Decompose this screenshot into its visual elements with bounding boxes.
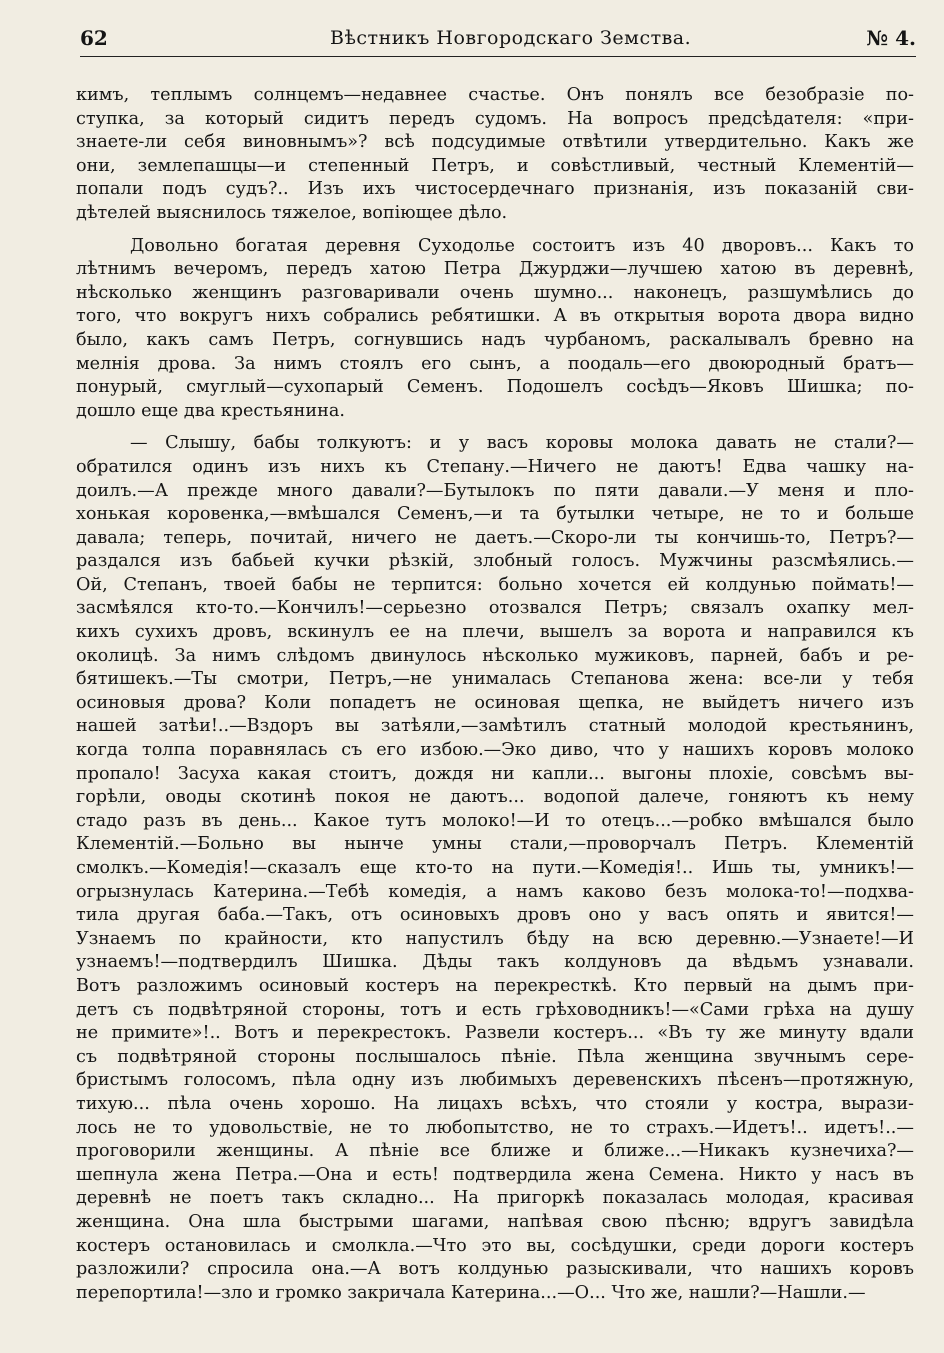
text-line: кихъ сухихъ дровъ, вскинулъ ее на плечи, вышелъ за ворота и направился къ	[76, 622, 914, 643]
text-line: бятишекъ.—Ты смотри, Петръ,—не унималась Степанова жена: все-ли у тебя	[76, 669, 914, 690]
page-number: 62	[80, 26, 108, 50]
paragraph	[76, 235, 914, 424]
text-line: кимъ, теплымъ солнцемъ—недавнее счастье. Онъ понялъ все безобразіе по-	[76, 85, 914, 105]
text-line: женщина. Она шла быстрыми шагами, напѣвая свою пѣсню; вдругъ завидѣла	[76, 1211, 914, 1232]
text-line: дошло еще два крестьянина.	[76, 400, 345, 421]
text-line: засмѣялся кто-то.—Кончилъ!—серьезно отозвался Петръ; связалъ охапку мел-	[76, 598, 914, 619]
text-line: когда толпа поравнялась съ его избою.—Эко диво, что у нашихъ коровъ молоко	[76, 740, 914, 761]
text-line: пропало! Засуха какая стоитъ, дождя ни капли... выгоны плохіе, совсѣмъ вы-	[76, 763, 914, 784]
text-line: доилъ.—А прежде много давали?—Бутылокъ по пяти давали.—У меня и пло-	[76, 480, 914, 501]
text-line: лось не то удовольствіе, не то любопытство, не то страхъ.—Идетъ!.. идетъ!..—	[76, 1117, 914, 1138]
text-line: шепнула жена Петра.—Она и есть! подтвердила жена Семена. Никто у насъ въ	[76, 1164, 914, 1185]
text-line: лѣтнимъ вечеромъ, передъ хатою Петра Джурджи—лучшею хатою въ деревнѣ,	[76, 259, 914, 280]
text-line: было, какъ самъ Петръ, согнувшись надъ чурбаномъ, раскалывалъ бревно на	[76, 329, 914, 350]
text-line: Узнаемъ по крайности, кто напустилъ бѣду на всю деревню.—Узнаете!—И	[76, 928, 914, 949]
text-line: давала; теперь, почитай, ничего не даетъ.—Скоро-ли ты кончишь-то, Петръ?—	[76, 527, 914, 548]
paragraph	[76, 84, 914, 226]
text-line: того, что вокругъ нихъ собрались ребятишки. А въ открытыя ворота двора видно	[76, 306, 914, 327]
text-line: осиновыя дрова? Коли попадетъ не осиновая щепка, не выйдетъ ничего изъ	[76, 692, 914, 713]
text-line: не примите»!.. Вотъ и перекрестокъ. Развели костеръ... «Въ ту же минуту вдали	[76, 1023, 914, 1044]
text-line: обратился одинъ изъ нихъ къ Степану.—Ничего не даютъ! Едва чашку на-	[76, 456, 914, 477]
text-line: бристымъ голосомъ, пѣла одну изъ любимыхъ деревенскихъ пѣсенъ—протяжную,	[76, 1070, 914, 1091]
text-line: нашей затѣи!..—Вздоръ вы затѣяли,—замѣтилъ статный молодой крестьянинъ,	[76, 716, 914, 737]
text-line: стадо разъ въ день... Какое тутъ молоко!—И то отецъ...—робко вмѣшался было	[76, 810, 914, 831]
text-line: хонькая коровенка,—вмѣшался Семенъ,—и та бутылки четыре, не то и больше	[76, 504, 914, 525]
text-line: знаете-ли себя виновнымъ»? всѣ подсудимые отвѣтили утвердительно. Какъ же	[76, 132, 914, 153]
text-line: смолкъ.—Комедія!—сказалъ еще кто-то на пути.—Комедія!.. Ишь ты, умникъ!—	[76, 858, 914, 878]
text-line: горѣли, оводы скотинѣ покоя не даютъ... водопой далече, гоняютъ къ нему	[76, 787, 914, 808]
page-header	[80, 26, 916, 57]
text-line: ступка, за который сидитъ передъ судомъ. На вопросъ предсѣдателя: «при-	[76, 108, 914, 129]
text-line: нѣсколько женщинъ разговаривали очень шумно... наконецъ, разшумѣлись до	[76, 282, 914, 303]
text-line: Ой, Степанъ, твоей бабы не терпится: больно хочется ей колдунью поймать!—	[76, 574, 914, 595]
text-line: костеръ остановилась и смолкла.—Что это вы, сосѣдушки, среди дороги костеръ	[76, 1235, 914, 1256]
text-line: перепортила!—зло и громко закричала Катерина...—О... Что же, нашли?—Нашли.—	[76, 1282, 866, 1303]
journal-title: Вѣстникъ Новгородскаго Земства.	[330, 27, 692, 49]
text-line: детъ съ подвѣтряной стороны, тотъ и есть грѣховодникъ!—«Сами грѣха на душу	[76, 999, 914, 1020]
text-line: они, землепашцы—и степенный Петръ, и совѣстливый, честный Клементій—	[76, 155, 914, 176]
text-line: Клементій.—Больно вы нынче умны стали,—проворчалъ Петръ. Клементій	[76, 834, 914, 855]
text-line: деревнѣ не поетъ такъ складно... На пригоркѣ показалась молодая, красивая	[76, 1188, 914, 1209]
text-line: проговорили женщины. А пѣніе все ближе и ближе...—Никакъ кузнечиха?—	[76, 1141, 914, 1162]
text-line: понурый, смуглый—сухопарый Семенъ. Подошелъ сосѣдъ—Яковъ Шишка; по-	[76, 377, 914, 398]
text-line: разложили? спросила она.—А вотъ колдунью разыскивали, что нашихъ коровъ	[76, 1259, 914, 1280]
text-line: мелнія дрова. За нимъ стоялъ его сынъ, а поодаль—его двоюродный братъ—	[76, 353, 914, 374]
text-line: попали подъ судъ?.. Изъ ихъ чистосердечнаго признанія, изъ показаній сви-	[76, 179, 914, 200]
paragraph	[76, 432, 914, 1305]
text-line: съ подвѣтряной стороны послышалось пѣніе. Пѣла женщина звучнымъ сере-	[76, 1046, 914, 1067]
text-line: раздался изъ бабьей кучки рѣзкій, злобный голосъ. Мужчины разсмѣялись.—	[76, 551, 914, 572]
issue-number: № 4.	[866, 26, 916, 50]
text-line: околицѣ. За нимъ слѣдомъ двинулось нѣсколько мужиковъ, парней, бабъ и ре-	[76, 645, 914, 666]
text-line: узнаемъ!—подтвердилъ Шишка. Дѣды такъ колдуновъ да вѣдьмъ узнавали.	[76, 952, 914, 973]
text-line: тила другая баба.—Такъ, отъ осиновыхъ дровъ оно у васъ опять и явится!—	[76, 905, 914, 926]
text-line: огрызнулась Катерина.—Тебѣ комедія, а намъ каково безъ молока-то!—подхва-	[76, 881, 914, 902]
text-line: тихую... пѣла очень хорошо. На лицахъ всѣхъ, что стояли у костра, вырази-	[76, 1093, 914, 1114]
text-line: — Слышу, бабы толкуютъ: и у васъ коровы молока давать не стали?—	[130, 433, 914, 454]
text-line: дѣтелей выяснилось тяжелое, вопіющее дѣло.	[76, 202, 508, 223]
article-body	[76, 84, 914, 1314]
text-line: Вотъ разложимъ осиновый костеръ на перекресткѣ. Кто первый на дымъ при-	[76, 975, 914, 996]
text-line: Довольно богатая деревня Суходолье состоитъ изъ 40 дворовъ... Какъ то	[130, 235, 914, 256]
